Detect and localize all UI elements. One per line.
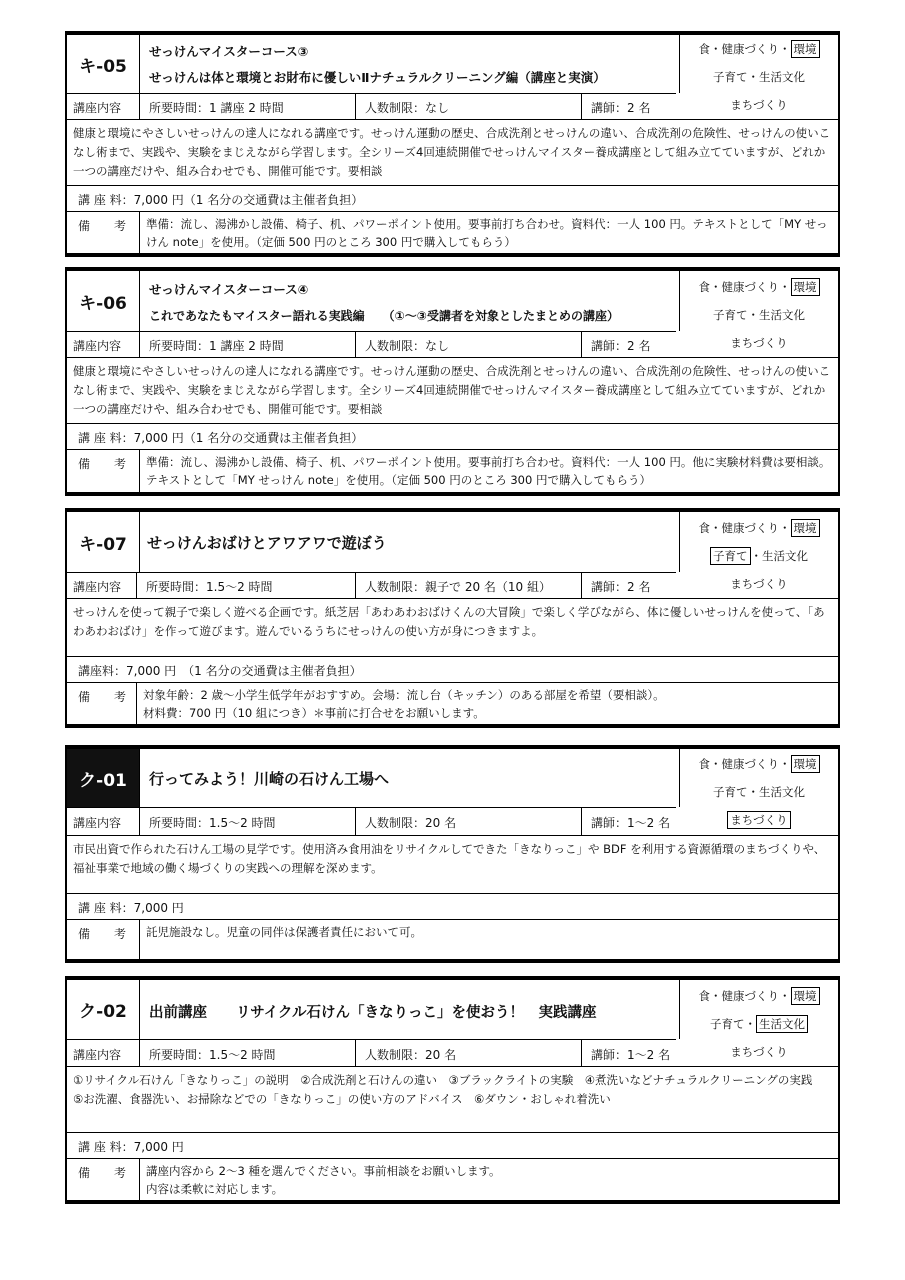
course-notes-line: 講座内容から 2～3 種を選んでください。事前相談をお願いします。: [146, 1164, 501, 1178]
course-info-row: [67, 807, 676, 835]
course-card-ki05: [65, 31, 840, 257]
tag-environment: 環境: [791, 987, 820, 1005]
notes-label: 備 考: [67, 450, 140, 492]
course-info-row: [67, 331, 676, 357]
notes-label: 備 考: [67, 1159, 140, 1200]
lecturers-field: 講師：1～2 名: [591, 1048, 671, 1062]
course-card-ki06: [65, 267, 840, 496]
tag-childcare: 子育て: [710, 547, 751, 565]
capacity-field: 人数制限：なし: [356, 332, 582, 357]
course-info-row: [67, 93, 676, 119]
notes-row: [67, 211, 838, 253]
course-title: [140, 512, 680, 572]
description-row: [67, 357, 838, 423]
course-contents-label: 講座内容: [67, 94, 140, 119]
lecturers-field: 講師：1～2 名: [591, 816, 671, 830]
capacity-field: 人数制限：20 名: [356, 808, 582, 835]
course-info-row: [67, 572, 676, 598]
category-tags: 食・健康づくり・ 環境 子育て・生活文化 まちづくり: [680, 749, 838, 833]
course-title: [140, 749, 680, 807]
fee-row: [67, 893, 838, 919]
tag-environment: 環境: [791, 519, 820, 537]
duration-field: 所要時間：1.5～2 時間: [140, 808, 356, 835]
tag-town-planning: まちづくり: [730, 98, 788, 112]
course-fee: 講座料：7,000 円 （1 名分の交通費は主催者負担）: [78, 664, 362, 678]
course-title-text: 出前講座 リサイクル石けん「きなりっこ」を使おう！ 実践講座: [149, 1005, 597, 1021]
duration-field: 所要時間：1 講座 2 時間: [140, 332, 356, 357]
tag-town-planning: まちづくり: [730, 1045, 788, 1059]
course-description: せっけんを使って親子で楽しく遊べる企画です。紙芝居「あわあわおばけくんの大冒険」で楽しく学びながら、体に優しいせっけんを使って、「あわあわおばけ」を作って遊びます。遊んでいるうちにせっけんの使い方が身につきますよ。: [73, 605, 825, 638]
notes-row: [67, 682, 838, 724]
fee-row: [67, 185, 838, 211]
course-card-ku02: [65, 976, 840, 1204]
tag-environment: 環境: [791, 40, 820, 58]
course-title-text: これであなたもマイスター語れる実践編 （①～③受講者を対象としたまとめの講座）: [149, 309, 619, 323]
tag-lifestyle-culture: 生活文化: [762, 549, 808, 563]
course-contents-label: 講座内容: [67, 332, 140, 357]
course-notes-line: 内容は柔軟に対応します。: [146, 1182, 284, 1196]
course-fee: 講 座 料：7,000 円: [78, 1140, 184, 1154]
tag-food-health: 食・健康づくり・: [698, 521, 791, 535]
course-id: ク-02: [67, 980, 140, 1039]
notes-label: 備 考: [67, 212, 140, 253]
course-title-text: せっけんは体と環境とお財布に優しいⅡナチュラルクリーニング編（講座と実演）: [149, 70, 606, 85]
duration-field: 所要時間：1.5～2 時間: [137, 573, 356, 598]
notes-row: [67, 1158, 838, 1200]
capacity-field: 人数制限：親子で 20 名（10 組）: [356, 573, 582, 598]
course-title: [140, 35, 680, 93]
course-contents-label: 講座内容: [67, 1040, 140, 1066]
course-notes: 準備：流し、湯沸かし設備、椅子、机、パワーポイント使用。要事前打ち合わせ。資料代：一人 100 円。他に実験材料費は要相談。テキストとして「MY せっけん note」を使用。（定価 500 円のところ 300 円で購入してもらう）: [146, 455, 831, 487]
category-tags: 食・健康づくり・ 環境 子育て ・生活文化 まちづくり: [680, 512, 838, 598]
course-notes: 託児施設なし。児童の同伴は保護者責任において可。: [146, 925, 422, 939]
tag-lifestyle-culture: 生活文化: [756, 1015, 808, 1033]
tag-lifestyle-culture: 生活文化: [759, 785, 805, 799]
course-subtitle: せっけんマイスターコース④: [149, 282, 309, 297]
course-notes-line: 対象年齢：2 歳～小学生低学年がおすすめ。会場：流し台（キッチン）のある部屋を希望（要相談）。: [143, 688, 665, 702]
tag-childcare: 子育て: [713, 308, 748, 322]
course-title-text: せっけんおばけとアワアワで遊ぼう: [147, 534, 387, 552]
category-tags: 食・健康づくり・ 環境 子育て・生活文化 まちづくり: [680, 271, 838, 357]
tag-environment: 環境: [791, 755, 820, 773]
course-id: ク-01: [67, 749, 140, 807]
fee-row: [67, 1132, 838, 1158]
tag-environment: 環境: [791, 278, 820, 296]
description-row: [67, 598, 838, 656]
description-row: [67, 1066, 838, 1132]
course-id: キ-07: [67, 512, 140, 572]
tag-childcare: 子育て: [713, 785, 748, 799]
course-title-text: 行ってみよう！川崎の石けん工場へ: [149, 770, 390, 788]
category-tags: 食・健康づくり・ 環境 子育て・ 生活文化 まちづくり: [680, 980, 838, 1066]
tag-food-health: 食・健康づくり・: [698, 757, 791, 771]
course-contents-label: 講座内容: [67, 808, 140, 835]
fee-row: [67, 656, 838, 682]
notes-label: 備 考: [67, 683, 137, 724]
capacity-field: 人数制限：20 名: [356, 1040, 582, 1066]
fee-row: [67, 423, 838, 449]
duration-field: 所要時間：1 講座 2 時間: [140, 94, 356, 119]
course-id: キ-06: [67, 271, 140, 331]
course-info-row: [67, 1039, 676, 1066]
course-subtitle: せっけんマイスターコース③: [149, 44, 309, 59]
course-fee: 講 座 料：7,000 円（1 名分の交通費は主催者負担）: [78, 193, 364, 207]
course-contents-label: 講座内容: [67, 573, 137, 598]
notes-label: 備 考: [67, 920, 140, 959]
course-description: 健康と環境にやさしいせっけんの達人になれる講座です。せっけん運動の歴史、合成洗剤とせっけんの違い、合成洗剤の危険性、せっけんの使いこなし術まで、実践や、実験をまじえながら学習します。全シリーズ4回連続開催でせっけんマイスター養成講座として組み立てていますが、どれか一つの講座だけや、組み合わせでも、開催可能です。要相談: [73, 364, 831, 416]
category-tags: 食・健康づくり・ 環境 子育て・生活文化 まちづくり: [680, 35, 838, 119]
tag-town-planning: まちづくり: [730, 577, 788, 591]
course-title: [140, 980, 680, 1039]
course-description: ①リサイクル石けん「きなりっこ」の説明 ②合成洗剤と石けんの違い ③ブラックライトの実験 ④煮洗いなどナチュラルクリーニングの実践 ⑤お洗濯、食器洗い、お掃除などでの「きなりっこ」の使い方のアドバイス ⑥ダウン・おしゃれ着洗い: [73, 1073, 824, 1106]
tag-town-planning: まちづくり: [727, 811, 790, 829]
course-fee: 講 座 料：7,000 円（1 名分の交通費は主催者負担）: [78, 431, 364, 445]
course-description: 市民出資で作られた石けん工場の見学です。使用済み食用油をリサイクルしてできた「きなりっこ」や BDF を利用する資源循環のまちづくりや、福祉事業で地域の働く場づくりの実践への理解を深めます。: [73, 842, 826, 875]
course-card-ku01: [65, 745, 840, 963]
description-row: [67, 835, 838, 893]
course-card-ki07: [65, 508, 840, 728]
notes-row: [67, 449, 838, 492]
tag-childcare: 子育て: [710, 1017, 745, 1031]
tag-food-health: 食・健康づくり・: [698, 280, 791, 294]
lecturers-field: 講師：2 名: [591, 101, 651, 115]
course-title: [140, 271, 680, 331]
course-notes: 準備：流し、湯沸かし設備、椅子、机、パワーポイント使用。要事前打ち合わせ。資料代：一人 100 円。テキストとして「MY せっけん note」を使用。（定価 500 円のところ 300 円で購入してもらう）: [146, 217, 828, 249]
description-row: [67, 119, 838, 185]
lecturers-field: 講師：2 名: [591, 339, 651, 353]
notes-row: [67, 919, 838, 959]
course-description: 健康と環境にやさしいせっけんの達人になれる講座です。せっけん運動の歴史、合成洗剤とせっけんの違い、合成洗剤の危険性、せっけんの使いこなし術まで、実践や、実験をまじえながら学習します。全シリーズ4回連続開催でせっけんマイスター養成講座として組み立てていますが、どれか一つの講座だけや、組み合わせでも、開催可能です。要相談: [73, 126, 831, 178]
tag-food-health: 食・健康づくり・: [698, 989, 791, 1003]
lecturers-field: 講師：2 名: [591, 580, 651, 594]
tag-lifestyle-culture: 生活文化: [759, 308, 805, 322]
tag-childcare: 子育て: [713, 70, 748, 84]
course-fee: 講 座 料：7,000 円: [78, 901, 184, 915]
tag-lifestyle-culture: 生活文化: [759, 70, 805, 84]
course-notes-line: 材料費：700 円（10 組につき）＊事前に打合せをお願いします。: [143, 706, 485, 720]
tag-food-health: 食・健康づくり・: [698, 42, 791, 56]
duration-field: 所要時間：1.5～2 時間: [140, 1040, 356, 1066]
tag-town-planning: まちづくり: [730, 336, 788, 350]
capacity-field: 人数制限：なし: [356, 94, 582, 119]
course-id: キ-05: [67, 35, 140, 93]
